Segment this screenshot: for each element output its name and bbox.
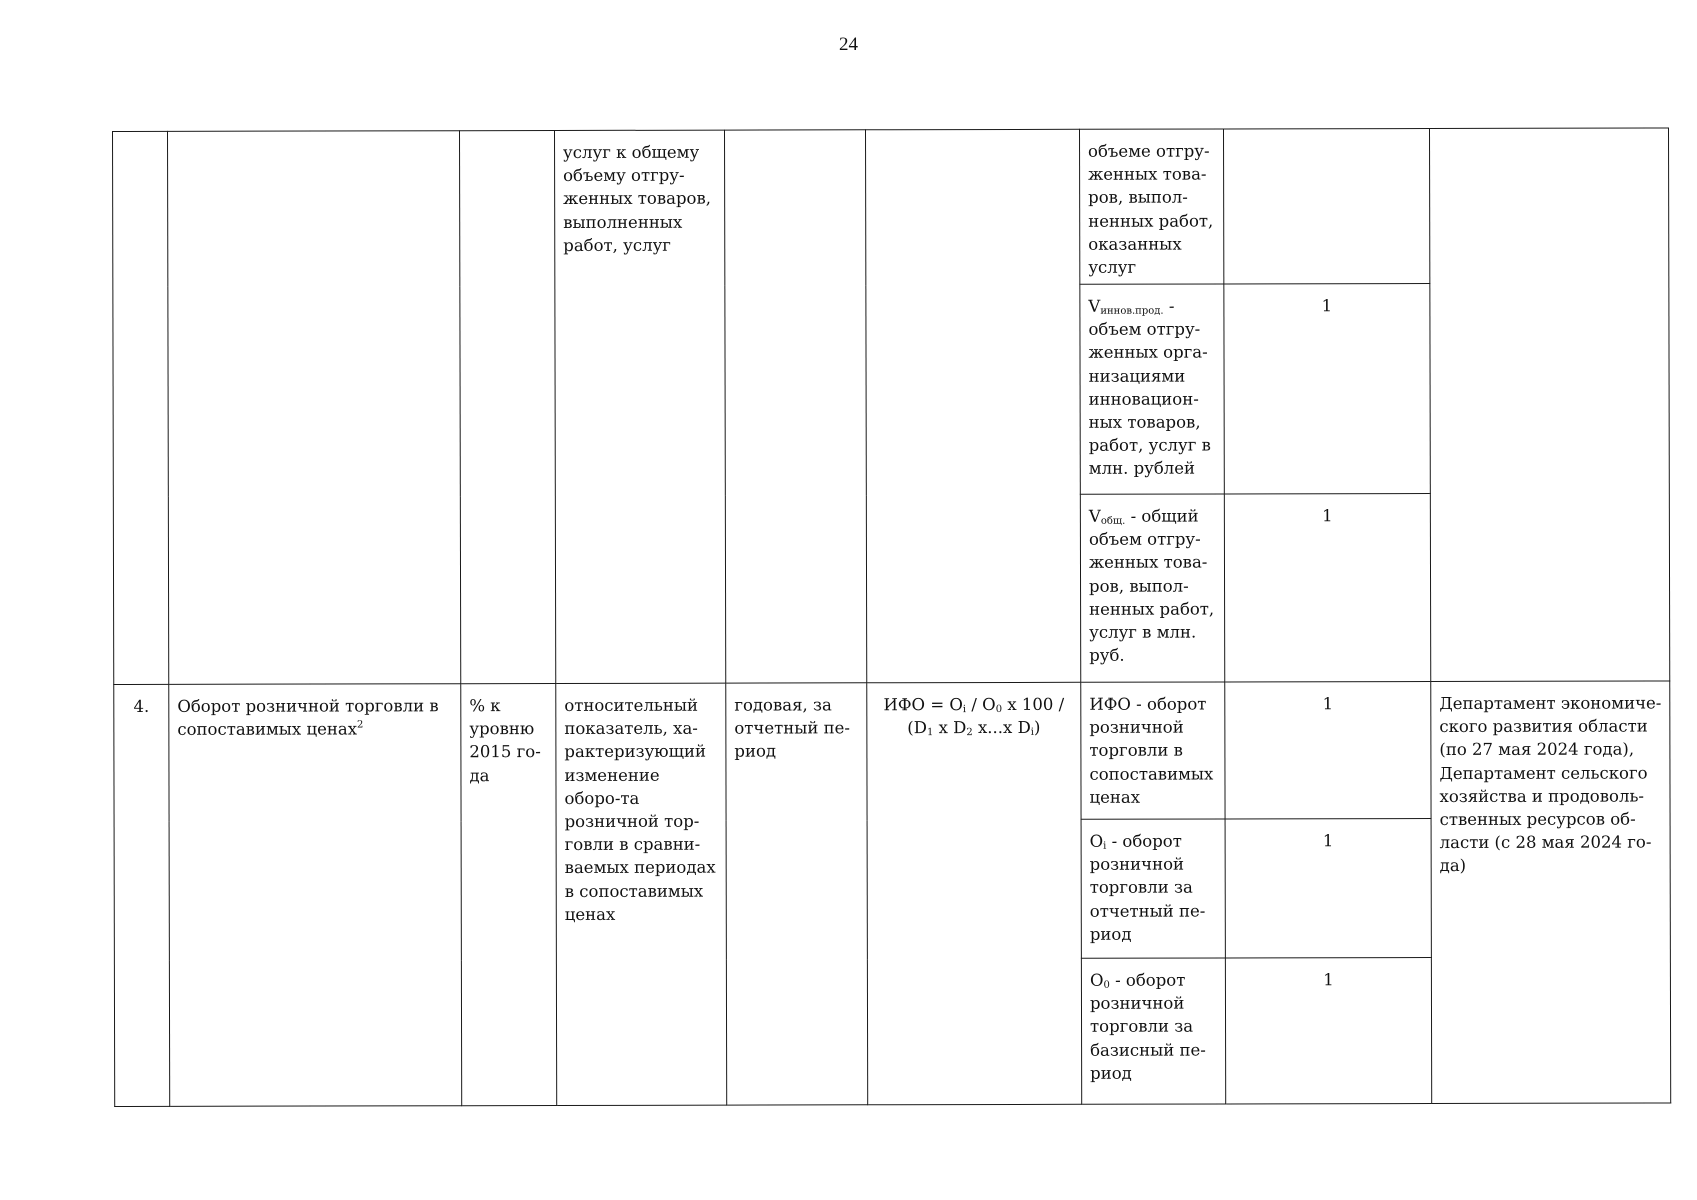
indicator-name: Оборот розничной торговли в сопоставимых ценах	[177, 696, 439, 740]
variable-cell	[1081, 682, 1225, 819]
responsible-cell	[1429, 128, 1669, 682]
definition-text: относительный показатель, ха-рактеризующий изменение оборо-та розничной тор-говли в сравни-ваемых периодах в сопоставимых ценах	[564, 695, 716, 924]
value-text: 1	[1322, 506, 1333, 526]
definition-cell	[556, 683, 727, 1105]
formula-subscript: 1	[926, 727, 934, 739]
value-cell	[1224, 284, 1430, 494]
number-cell	[113, 131, 169, 684]
variable-cell	[1079, 129, 1223, 284]
formula-subscript: 2	[966, 727, 973, 739]
variable-cell	[1081, 958, 1225, 1104]
value-text: 1	[1321, 296, 1333, 316]
value-text: 1	[1322, 694, 1334, 714]
document-page	[112, 127, 1670, 1106]
formula-subscript: 0	[995, 703, 1003, 715]
formula-subscript: i	[1030, 727, 1035, 739]
formula-subscript: i	[962, 704, 967, 716]
variable-symbol: O	[1089, 970, 1104, 990]
responsible-text: Департамент экономиче-ского развития области (по 27 мая 2024 года), Департамент сельского хозяйства и продоволь-ственных ресурсов об-ласти (с 28 мая 2024 го-да)	[1439, 693, 1662, 876]
row-number: 4.	[133, 696, 150, 716]
definition-cell	[555, 130, 726, 683]
variable-description: объеме отгру-женных това-ров, выпол-ненных работ, оказанных услуг	[1088, 141, 1214, 277]
variable-description: - оборот розничной торговли в сопоставимых ценах	[1089, 694, 1214, 807]
variable-subscript: 0	[1103, 979, 1110, 991]
unit-text: % к уровню 2015 го-да	[469, 696, 541, 785]
value-text: 1	[1323, 970, 1334, 990]
footnote-marker: 2	[356, 719, 364, 731]
formula-part: / O	[966, 694, 996, 715]
indicator-cell	[168, 131, 461, 685]
variable-description: - оборот розничной торговли за базисный пе-риод	[1089, 970, 1206, 1083]
indicator-cell	[169, 684, 462, 1107]
variable-description: - оборот розничной торговли за отчетный пе-риод	[1089, 831, 1206, 944]
value-text: 1	[1322, 831, 1334, 851]
table-row	[113, 128, 1669, 287]
page-number: 24	[839, 34, 858, 55]
formula-text	[883, 695, 1064, 738]
variable-description: - объем отгру-женных орга-низациями инновацион-ных товаров, работ, услуг в млн. рублей	[1088, 296, 1211, 479]
formula-part: x D	[933, 718, 967, 738]
indicators-table	[112, 127, 1671, 1107]
value-cell	[1225, 958, 1431, 1104]
value-cell	[1225, 819, 1431, 958]
definition-text: услуг к общему объему отгру-женных товаров, выполненных работ, услуг	[563, 142, 712, 255]
value-cell	[1223, 129, 1429, 284]
variable-subscript: иннов.прод.	[1100, 305, 1164, 317]
responsible-cell	[1431, 681, 1671, 1104]
number-cell	[114, 684, 170, 1106]
table-row	[114, 681, 1670, 822]
formula-part: x 100 / (D	[907, 694, 1065, 738]
variable-cell	[1080, 494, 1224, 682]
formula-cell	[867, 682, 1082, 1104]
variable-symbol: ИФО	[1089, 694, 1131, 714]
variable-symbol: V	[1088, 296, 1101, 316]
variable-symbol: O	[1089, 831, 1104, 851]
formula-part: x...x D	[972, 718, 1031, 738]
variable-cell	[1081, 819, 1225, 958]
value-cell	[1225, 682, 1431, 819]
unit-cell	[460, 130, 556, 683]
value-cell	[1224, 494, 1430, 682]
periodicity-cell	[726, 683, 868, 1105]
variable-cell	[1080, 284, 1224, 494]
variable-symbol: V	[1088, 506, 1101, 526]
variable-subscript: i	[1103, 840, 1107, 852]
formula-cell	[865, 129, 1080, 682]
formula-part: ИФО = O	[883, 695, 963, 715]
periodicity-text: годовая, за отчетный пе-риод	[734, 695, 850, 761]
formula-part: )	[1033, 718, 1041, 738]
variable-description: - общий объем отгру-женных това-ров, выпол-ненных работ, услуг в млн. руб.	[1088, 506, 1215, 666]
unit-cell	[461, 683, 557, 1105]
periodicity-cell	[724, 130, 866, 683]
variable-subscript: общ.	[1100, 515, 1126, 527]
